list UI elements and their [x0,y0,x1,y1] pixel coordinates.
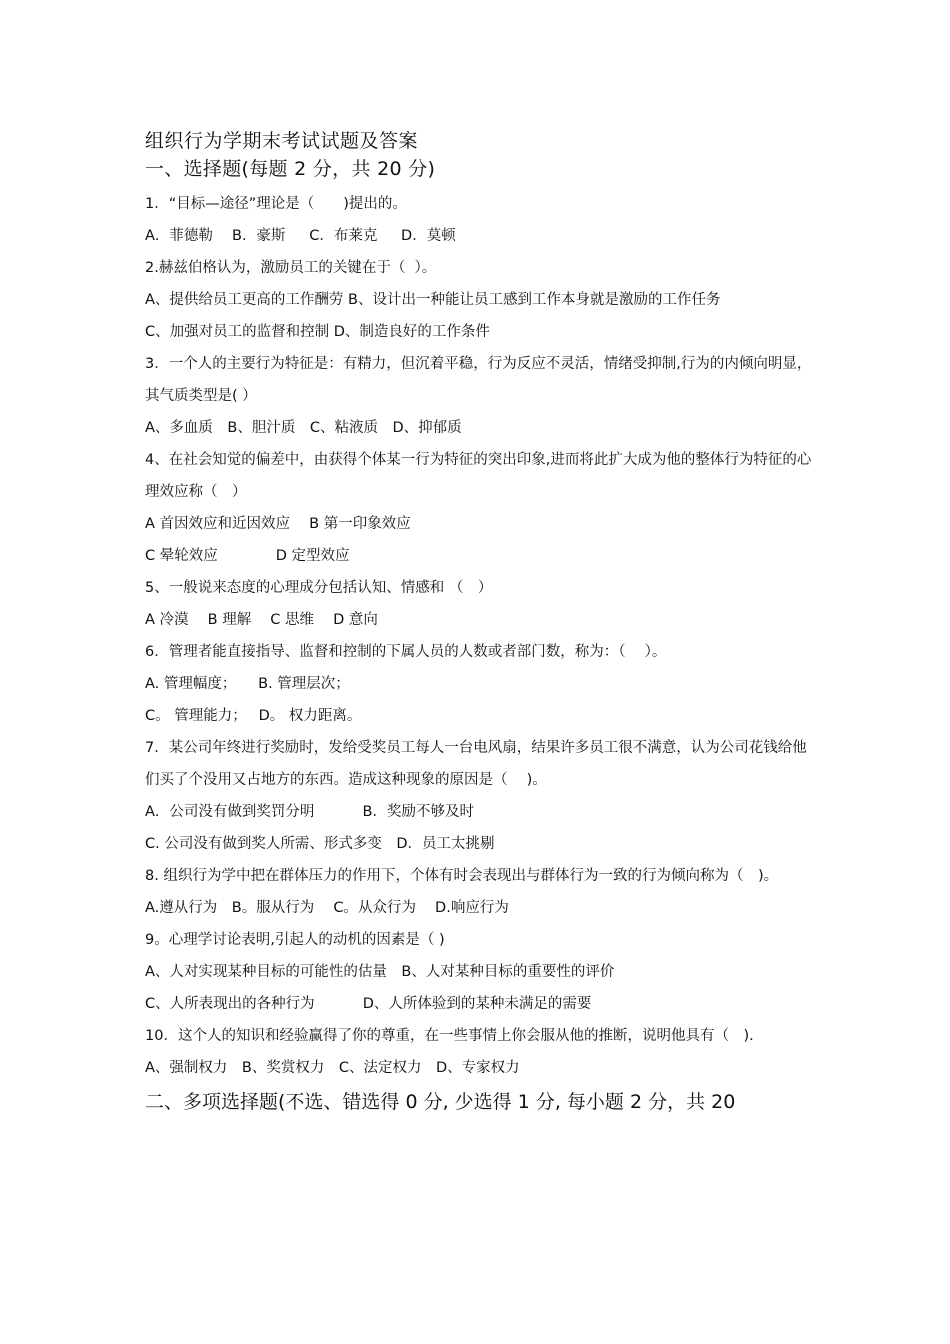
document-title: 组织行为学期末考试试题及答案 [145,130,419,152]
question-10-options: A、强制权力 B、奖赏权力 C、法定权力 D、专家权力 [145,1060,520,1076]
question-8: 8. 组织行为学中把在群体压力的作用下，个体有时会表现出与群体行为一致的行为倾向称为（ )。 [145,868,779,884]
question-4-options-ab: A 首因效应和近因效应 B 第一印象效应 [145,516,411,532]
question-9-options-ab: A、人对实现某种目标的可能性的估量 B、人对某种目标的重要性的评价 [145,964,615,980]
question-6-options-ab: A. 管理幅度； B. 管理层次； [145,676,350,692]
question-9-options-cd: C、人所表现出的各种行为 D、人所体验到的某种未满足的需要 [145,996,592,1012]
question-1: 1．“目标—途径”理论是（ )提出的。 [145,196,407,212]
question-2-options-cd: C、加强对员工的监督和控制 D、制造良好的工作条件 [145,324,490,340]
question-2: 2.赫兹伯格认为，激励员工的关键在于（ ）。 [145,260,437,276]
question-3-options: A、多血质 B、胆汁质 C、粘液质 D、抑郁质 [145,420,462,436]
question-3: 3．一个人的主要行为特征是：有精力，但沉着平稳，行为反应不灵活，情绪受抑制,行为的内倾向明显，其气质类型是( ） [145,356,812,404]
question-6: 6．管理者能直接指导、监督和控制的下属人员的人数或者部门数，称为：（ ）。 [145,644,667,660]
question-7: 7．某公司年终进行奖励时，发给受奖员工每人一台电风扇，结果许多员工很不满意，认为公司花钱给他们买了个没用又占地方的东西。造成这种现象的原因是（ )。 [145,740,807,788]
question-4: 4、在社会知觉的偏差中，由获得个体某一行为特征的突出印象,进而将此扩大成为他的整体行为特征的心理效应称（ ） [145,452,812,500]
section-heading-single-choice: 一、选择题(每题 2 分，共 20 分) [145,158,436,180]
question-7-options-ab: A．公司没有做到奖罚分明 B．奖励不够及时 [145,804,474,820]
question-10: 10．这个人的知识和经验赢得了你的尊重，在一些事情上你会服从他的推断，说明他具有（ ). [145,1028,754,1044]
question-5-options: A 冷漠 B 理解 C 思维 D 意向 [145,612,378,628]
question-9: 9。心理学讨论表明,引起人的动机的因素是（ ) [145,932,445,948]
question-4-options-cd: C 晕轮效应 D 定型效应 [145,548,350,564]
question-6-options-cd: C。 管理能力； D。 权力距离。 [145,708,362,724]
question-8-options: A.遵从行为 B。服从行为 C。从众行为 D.响应行为 [145,900,509,916]
question-7-options-cd: C. 公司没有做到奖人所需、形式多变 D．员工太挑剔 [145,836,495,852]
question-1-options: A．菲德勒 B．豪斯 C．布莱克 D．莫顿 [145,228,456,244]
question-5: 5、一般说来态度的心理成分包括认知、情感和 （ ） [145,580,493,596]
question-2-options-ab: A、提供给员工更高的工作酬劳 B、设计出一种能让员工感到工作本身就是激励的工作任务 [145,292,721,308]
section-heading-multiple-choice: 二、多项选择题(不选、错选得 0 分, 少选得 1 分, 每小题 2 分，共 20 [145,1091,736,1113]
document-page [145,128,815,1118]
